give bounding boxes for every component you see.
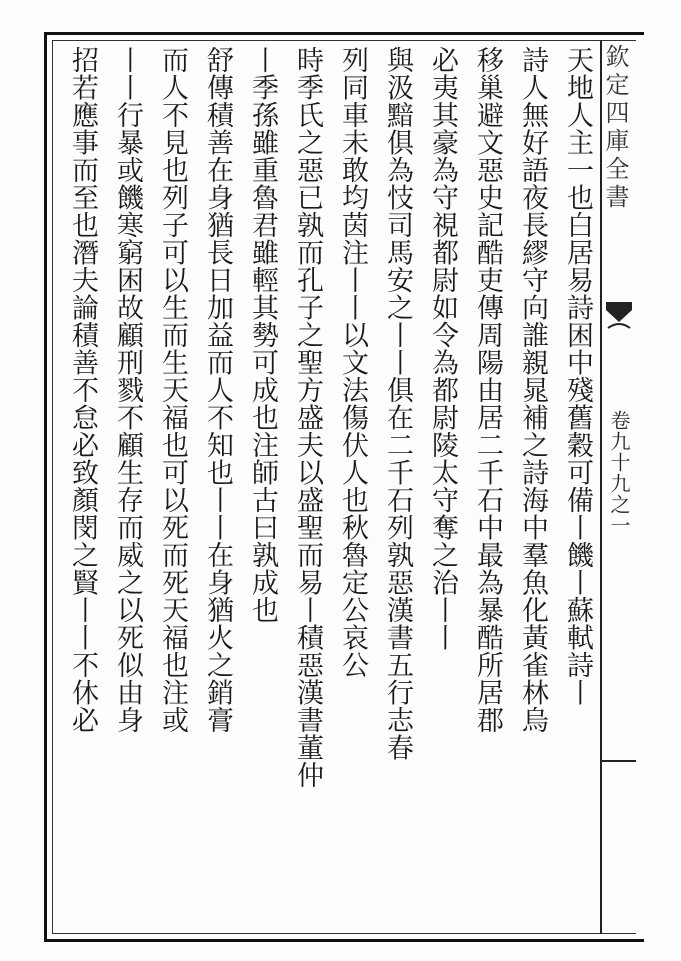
text-column: 招若應事而至也潛夫論積善不怠必致顏閔之賢丨丨不休必 — [67, 46, 98, 734]
text-column: 而人不見也列子可以生而生天福也可以死而死天福也注或 — [157, 46, 188, 734]
text-column: 丨季孫雖重魯君雖輕其勢可成也注師古曰孰成也 — [247, 46, 278, 624]
text-column: 與汲黯俱為忮司馬安之丨丨俱在二千石列孰惡漢書五行志春 — [382, 46, 413, 761]
text-column: 列同車未敢均茵注丨丨以文法傷伏人也秋魯定公哀公 — [337, 46, 368, 679]
text-column: 舒傳積善在身猶長日加益而人不知也丨丨在身猶火之銷膏 — [202, 46, 233, 734]
text-column: 時季氏之惡已孰而孔子之聖方盛夫以盛聖而易丨積惡漢書董仲 — [292, 46, 323, 789]
text-columns — [60, 46, 600, 926]
text-column: 必夷其豪為守視都尉如令為都尉陵太守奪之治丨丨 — [427, 46, 458, 651]
fold-line — [600, 760, 636, 762]
fish-tail-mark-icon — [604, 300, 634, 340]
volume-number: 卷九十九之一 — [607, 410, 631, 536]
text-column: 天地人主一也白居易詩困中殘舊穀可備丨饑丨蘇軾詩丨 — [562, 46, 593, 706]
text-column: 詩人無好語夜長繆守向誰親晁補之詩海中羣魚化黃雀林烏 — [517, 46, 548, 734]
text-column: 移巢避文惡史記酷吏傳周陽由居二千石中最為暴酷所居郡 — [472, 46, 503, 734]
book-title: 欽定四庫全書 — [601, 44, 629, 212]
text-column: 丨丨行暴或饑寒窮困故顧刑戮不顧生存而威之以死似由身 — [112, 46, 143, 734]
